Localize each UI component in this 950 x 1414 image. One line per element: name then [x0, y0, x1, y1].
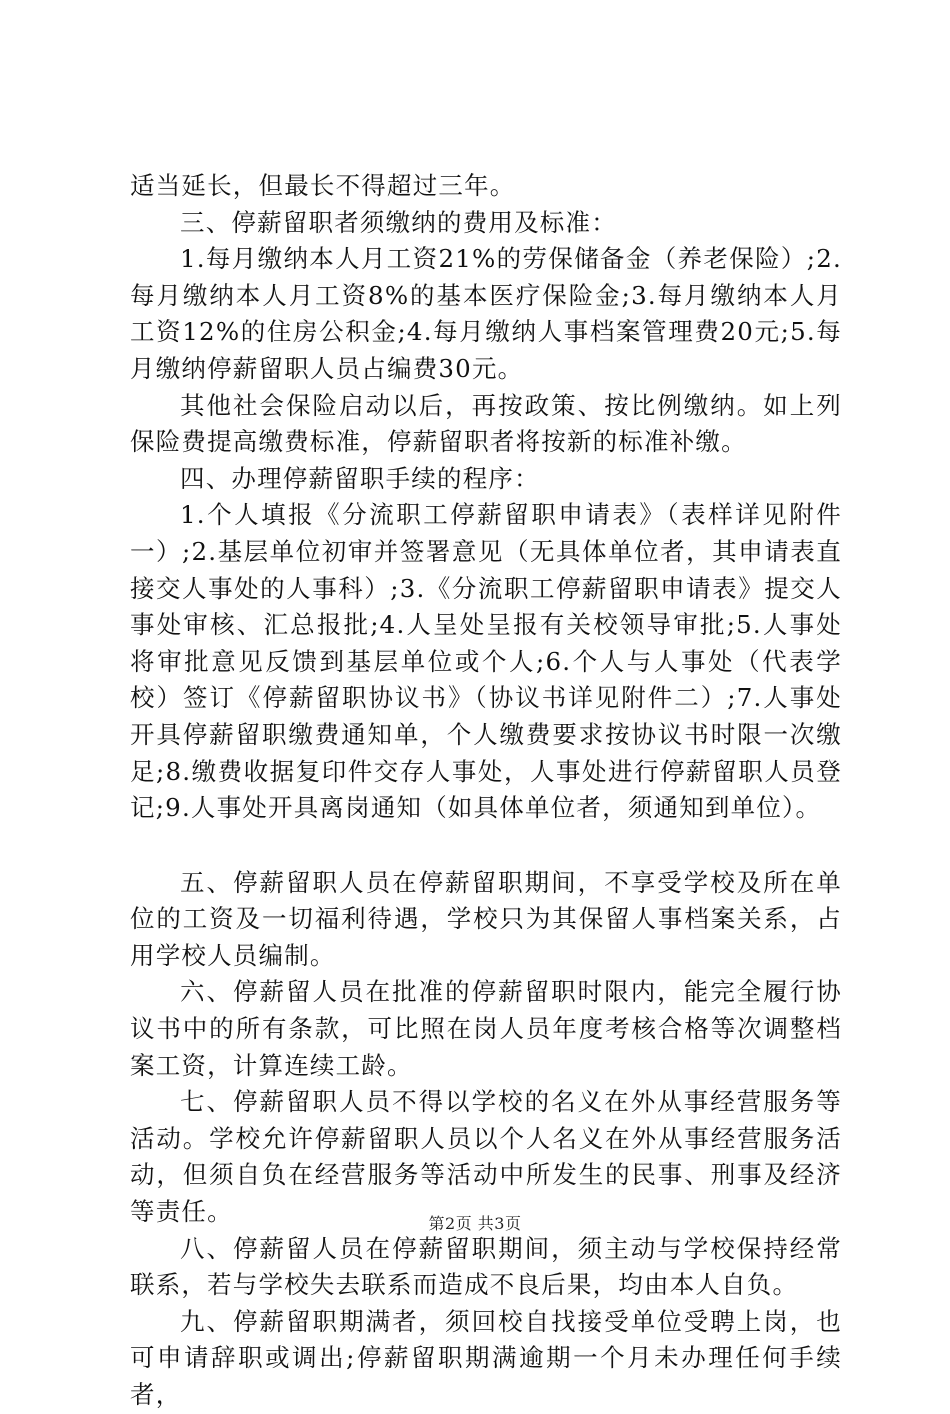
paragraph-section-eight: 八、停薪留人员在停薪留职期间，须主动与学校保持经常联系，若与学校失去联系而造成不良后果，均由本人自负。 — [130, 1233, 842, 1300]
section-heading-fees: 三、停薪留职者须缴纳的费用及标准： — [180, 207, 617, 237]
page-number-footer: 第2页 共3页 — [428, 1214, 522, 1233]
paragraph-other-insurance: 其他社会保险启动以后，再按政策、按比例缴纳。如上列保险费提高缴费标准，停薪留职者将按新的标准补缴。 — [130, 390, 842, 457]
paragraph-section-six: 六、停薪留人员在批准的停薪留职时限内，能完全履行协议书中的所有条款，可比照在岗人员年度考核合格等次调整档案工资，计算连续工龄。 — [130, 977, 842, 1080]
paragraph-spacer — [130, 827, 842, 865]
paragraph-section-five: 五、停薪留职人员在停薪留职期间，不享受学校及所在单位的工资及一切福利待遇，学校只为其保留人事档案关系，占用学校人员编制。 — [130, 867, 842, 970]
paragraph-fee-list: 1.每月缴纳本人月工资21%的劳保储备金（养老保险）;2.每月缴纳本人月工资8%的基本医疗保险金;3.每月缴纳本人月工资12%的住房公积金;4.每月缴纳人事档案管理费20元;5.每月缴纳停薪留职人员占编费30元。 — [130, 244, 842, 383]
paragraph-section-nine: 九、停薪留职期满者，须回校自找接受单位受聘上岗，也可申请辞职或调出;停薪留职期满逾期一个月未办理任何手续者， — [130, 1306, 842, 1409]
paragraph-procedure-steps: 1.个人填报《分流职工停薪留职申请表》（表样详见附件一）;2.基层单位初审并签署意见（无具体单位者，其申请表直接交人事处的人事科）;3.《分流职工停薪留职申请表》提交人事处审核、汇总报批;4.人呈处呈报有关校领导审批;5.人事处将审批意见反馈到基层单位或个人;6.个人与人事处（代表学校）签订《停薪留职协议书》（协议书详见附件二）;7.人事处开具停薪留职缴费通知单，个人缴费要求按协议书时限一次缴足;8.缴费收据复印件交存人事处，人事处进行停薪留职人员登记;9.人事处开具离岗通知（如具体单位者，须通知到单位）。 — [130, 500, 842, 823]
paragraph-continuation: 适当延长，但最长不得超过三年。 — [130, 171, 516, 200]
paragraph-section-seven: 七、停薪留职人员不得以学校的名义在外从事经营服务等活动。学校允许停薪留职人员以个人名义在外从事经营服务活动，但须自负在经营服务等活动中所发生的民事、刑事及经济等责任。 — [130, 1087, 842, 1227]
section-heading-procedure: 四、办理停薪留职手续的程序： — [180, 463, 540, 493]
